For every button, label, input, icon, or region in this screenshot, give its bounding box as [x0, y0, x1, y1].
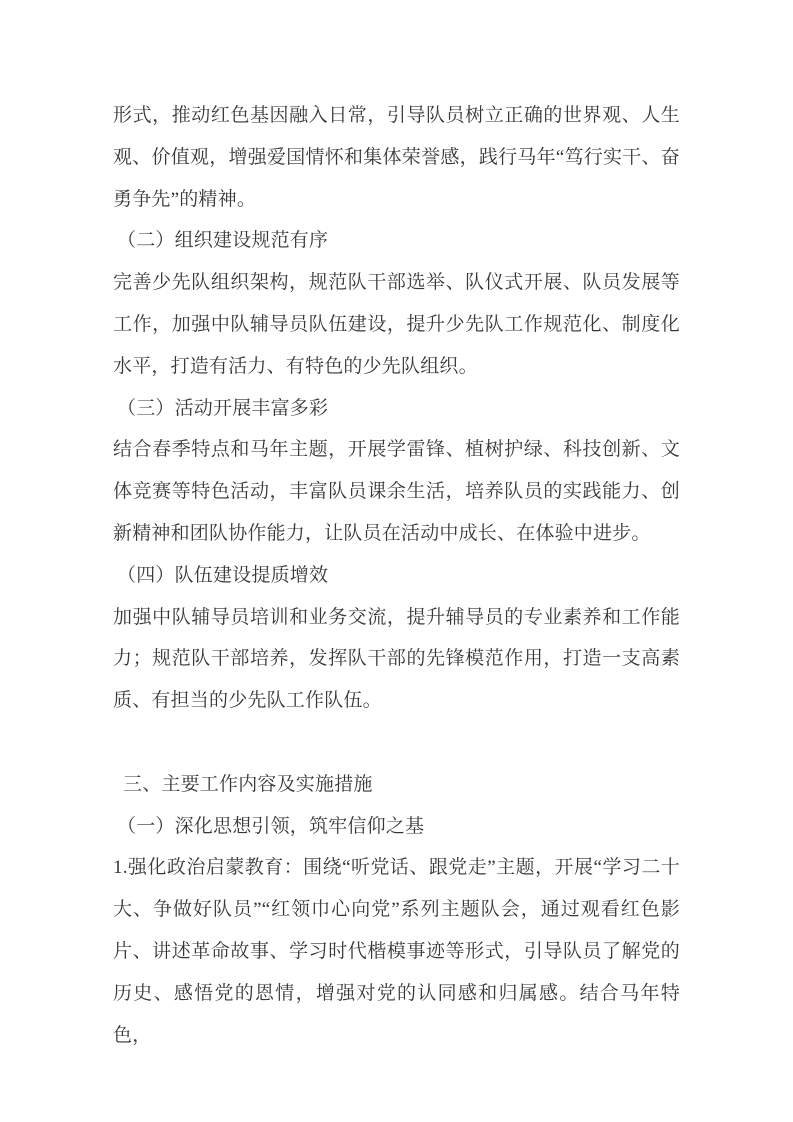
- heading-main-work-content: 三、主要工作内容及实施措施: [123, 773, 373, 795]
- document-body: [113, 95, 680, 1056]
- paragraph-political-enlightenment: 1.强化政治启蒙教育：围绕“听党话、跟党走”主题，开展“学习二十大、争做好队员”“红领巾心向党”系列主题队会，通过观看红色影片、讲述革命故事、学习时代楷模事迹等形式，引导队员了解党的历史、感悟党的恩情，增强对党的认同感和归属感。结合马年特色，: [113, 857, 680, 1046]
- paragraph-red-gene-education: 形式，推动红色基因融入日常，引导队员树立正确的世界观、人生观、价值观，增强爱国情怀和集体荣誉感，践行马年“笃行实干、奋勇争先”的精神。: [113, 105, 680, 210]
- paragraph-activities: 结合春季特点和马年主题，开展学雷锋、植树护绿、科技创新、文体竞赛等特色活动，丰富队员课余生活，培养队员的实践能力、创新精神和团队协作能力，让队员在活动中成长、在体验中进步。: [113, 439, 680, 544]
- heading-activities: （三）活动开展丰富多彩: [117, 397, 329, 419]
- heading-organization-building: （二）组织建设规范有序: [117, 230, 329, 252]
- paragraph-organization-building: 完善少先队组织架构，规范队干部选举、队仪式开展、队员发展等工作，加强中队辅导员队伍建设，提升少先队工作规范化、制度化水平，打造有活力、有特色的少先队组织。: [113, 272, 680, 377]
- paragraph-team-building: 加强中队辅导员培训和业务交流，提升辅导员的专业素养和工作能力；规范队干部培养，发挥队干部的先锋模范作用，打造一支高素质、有担当的少先队工作队伍。: [113, 606, 680, 712]
- heading-team-building: （四）队伍建设提质增效: [117, 564, 329, 586]
- heading-ideological-guidance: （一）深化思想引领，筑牢信仰之基: [117, 815, 425, 837]
